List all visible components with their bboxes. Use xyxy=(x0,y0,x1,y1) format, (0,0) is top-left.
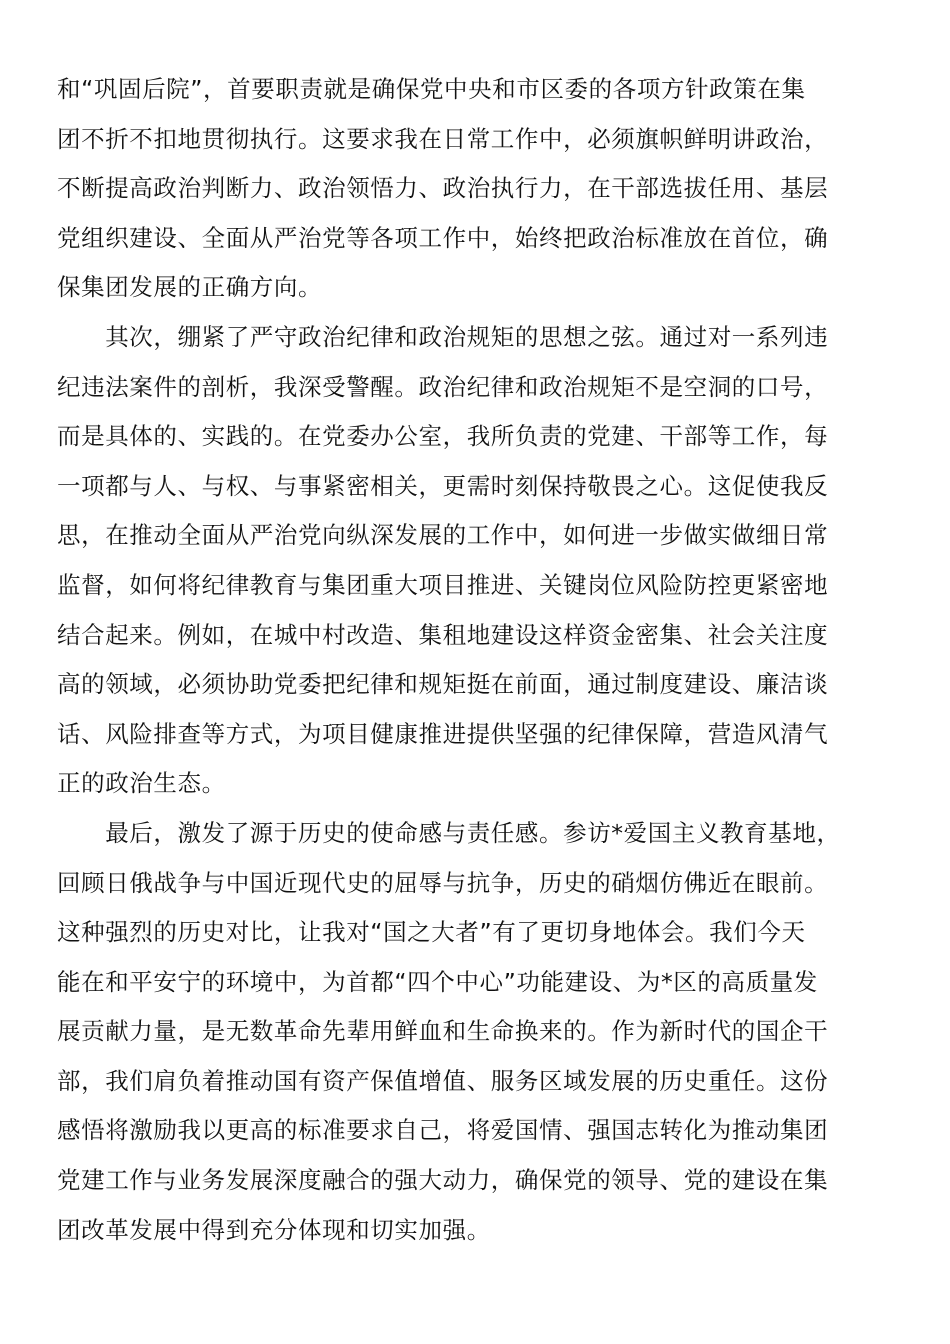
text-line: 不断提高政治判断力、政治领悟力、政治执行力，在干部选拔任用、基层 xyxy=(57,174,829,203)
paragraph-start-line: 最后，激发了源于历史的使命感与责任感。参访*爱国主义教育基地， xyxy=(57,818,841,847)
text-line: 保集团发展的正确方向。 xyxy=(57,273,323,302)
text-line: 监督，如何将纪律教育与集团重大项目推进、关键岗位风险防控更紧密地 xyxy=(57,570,829,599)
text-line: 一项都与人、与权、与事紧密相关，更需时刻保持敬畏之心。这促使我反 xyxy=(57,471,829,500)
text-line: 团不折不扣地贯彻执行。这要求我在日常工作中，必须旗帜鲜明讲政治， xyxy=(57,124,829,153)
text-line: 党组织建设、全面从严治党等各项工作中，始终把政治标准放在首位，确 xyxy=(57,223,829,252)
text-line: 团改革发展中得到充分体现和切实加强。 xyxy=(57,1215,491,1244)
text-line: 和“巩固后院”，首要职责就是确保党中央和市区委的各项方针政策在集 xyxy=(57,75,806,103)
document-page xyxy=(57,69,887,1259)
paragraph-start-line: 其次，绷紧了严守政治纪律和政治规矩的思想之弦。通过对一系列违 xyxy=(57,322,829,351)
text-line: 结合起来。例如，在城中村改造、集租地建设这样资金密集、社会关注度 xyxy=(57,620,829,649)
text-line: 感悟将激励我以更高的标准要求自己，将爱国情、强国志转化为推动集团 xyxy=(57,1116,829,1145)
text-line: 思，在推动全面从严治党向纵深发展的工作中，如何进一步做实做细日常 xyxy=(57,521,829,550)
text-line: 这种强烈的历史对比，让我对“国之大者”有了更切身地体会。我们今天 xyxy=(57,918,806,947)
text-line: 纪违法案件的剖析，我深受警醒。政治纪律和政治规矩不是空洞的口号， xyxy=(57,372,829,401)
text-line: 高的领域，必须协助党委把纪律和规矩挺在前面，通过制度建设、廉洁谈 xyxy=(57,670,829,699)
text-line: 党建工作与业务发展深度融合的强大动力，确保党的领导、党的建设在集 xyxy=(57,1166,829,1195)
text-line: 话、风险排查等方式，为项目健康推进提供坚强的纪律保障，营造风清气 xyxy=(57,719,829,748)
text-line: 回顾日俄战争与中国近现代史的屈辱与抗争，历史的硝烟仿佛近在眼前。 xyxy=(57,868,829,897)
text-line: 展贡献力量，是无数革命先辈用鲜血和生命换来的。作为新时代的国企干 xyxy=(57,1017,829,1046)
text-line: 能在和平安宁的环境中，为首都“四个中心”功能建设、为*区的高质量发 xyxy=(57,967,818,996)
text-line: 部，我们肩负着推动国有资产保值增值、服务区域发展的历史重任。这份 xyxy=(57,1066,829,1095)
text-line: 正的政治生态。 xyxy=(57,769,226,798)
text-line: 而是具体的、实践的。在党委办公室，我所负责的党建、干部等工作，每 xyxy=(57,422,829,451)
